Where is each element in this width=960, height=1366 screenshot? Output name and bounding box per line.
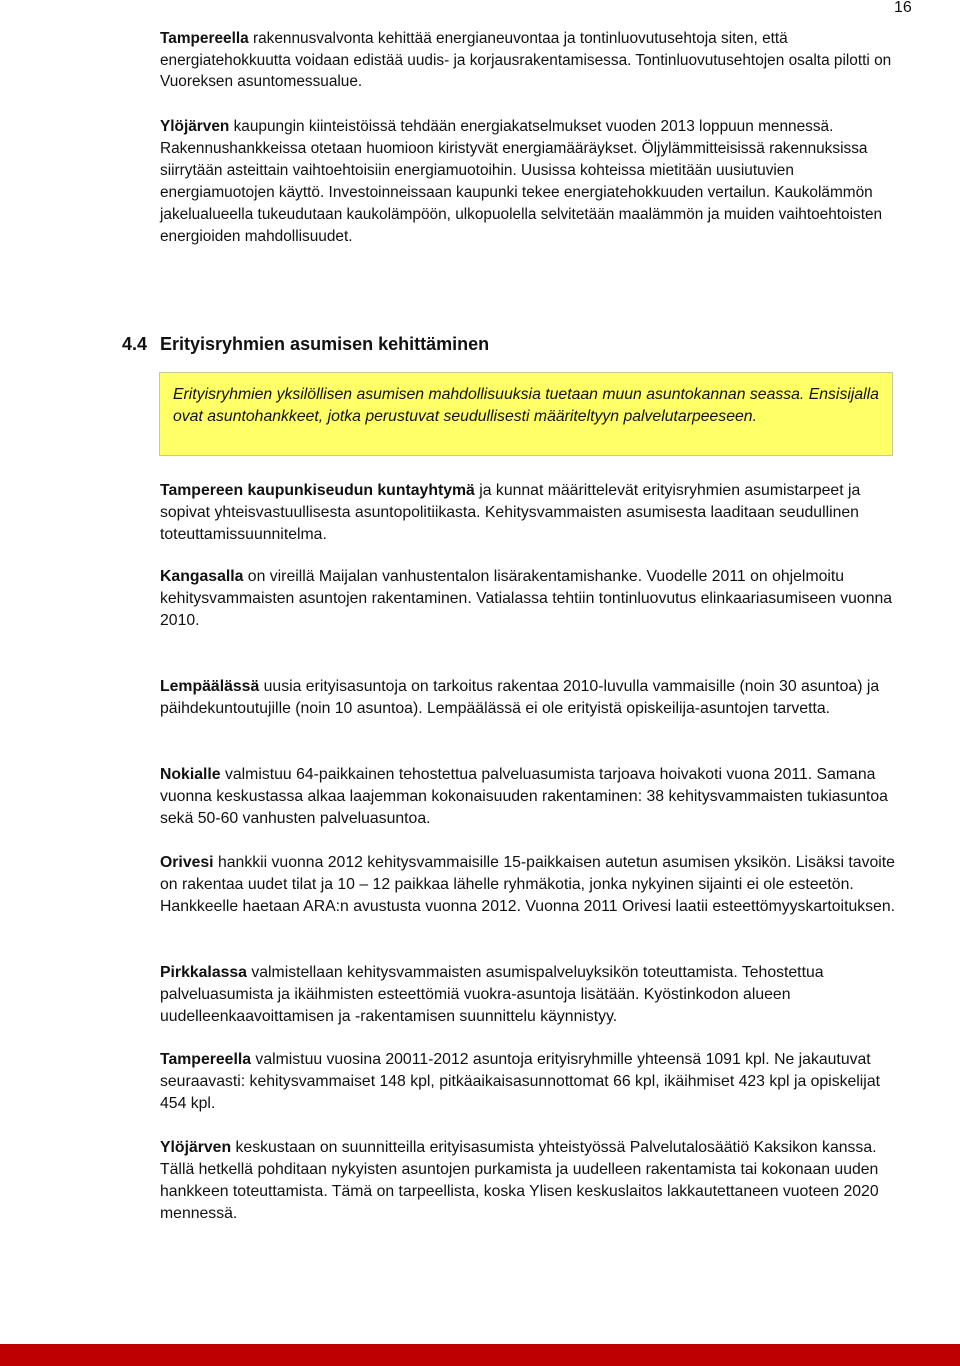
paragraph-ylojarvi-housing (160, 1137, 900, 1225)
paragraph-lead: Kangasalla (160, 568, 244, 585)
paragraph-text: rakennusvalvonta kehittää energianeuvontaa ja tontinluovutusehtoja siten, että energiatehokkuutta voidaan edistää uudis- ja korjausrakentamisessa. Tontinluovutusehtojen osalta pilotti on Vuoreksen asuntomessualue. (160, 30, 892, 90)
section-title: Erityisryhmien asumisen kehittäminen (160, 334, 490, 354)
paragraph-lead: Pirkkalassa (160, 964, 247, 981)
section-number: 4.4 (122, 334, 148, 354)
paragraph-lead: Tampereella (160, 30, 249, 47)
paragraph-kuntayhtyma (160, 480, 900, 546)
page-number: 16 (894, 0, 912, 16)
paragraph-orivesi (160, 852, 900, 918)
paragraph-lempaala (160, 676, 900, 720)
paragraph-lead: Lempäälässä (160, 678, 260, 695)
paragraph-ylojarvi-energy (160, 116, 900, 248)
paragraph-text: on vireillä Maijalan vanhustentalon lisärakentamishanke. Vuodelle 2011 on ohjelmoitu kehitysvammaisten asuntojen rakentaminen. Vatialassa tehtiin tontinluovutus elinkaariasumiseen vuonna 2010. (160, 568, 893, 629)
paragraph-text: valmistuu vuosina 20011-2012 asuntoja erityisryhmille yhteensä 1091 kpl. Ne jakautuvat seuraavasti: kehitysvammaiset 148 kpl, pitkäaikaisasunnottomat 66 kpl, ikäihmiset 423 kpl ja opiskelijat 454 kpl. (160, 1051, 880, 1112)
paragraph-text: uusia erityisasuntoja on tarkoitus rakentaa 2010-luvulla vammaisille (noin 30 asuntoa) ja päihdekuntoutujille (noin 10 asuntoa). Lempäälässä ei ole erityistä opiskeilija-asuntojen tarvetta. (160, 678, 880, 717)
paragraph-kangasala (160, 566, 900, 632)
footer-bar (0, 1344, 960, 1366)
paragraph-text: keskustaan on suunnitteilla erityisasumista yhteistyössä Palvelutalosäätiö Kaksikon kanssa. Tällä hetkellä pohditaan nykyisten asuntojen purkamista ja uudelleen rakentamista tai kokonaan uuden hankkeen toteuttamista. Tämä on tarpeellista, koska Ylisen keskuslaitos lakkautettaneen vuoteen 2020 mennessä. (160, 1139, 879, 1222)
paragraph-text: hankkii vuonna 2012 kehitysvammaisille 15-paikkaisen autetun asumisen yksikön. Lisäksi tavoite on rakentaa uudet tilat ja 10 – 12 paikkaa lähelle ryhmäkotia, jonka nykyinen sijainti ei ole esteetön. Hankkeelle haetaan ARA:n avustusta vuonna 2012. Vuonna 2011 Orivesi laatii esteettömyyskartoituksen. (160, 854, 896, 915)
paragraph-nokia (160, 764, 900, 830)
paragraph-text: valmistellaan kehitysvammaisten asumispalveluyksikön toteuttamista. Tehostettua palveluasumista ja ikäihmisten esteettömiä vuokra-asuntoja lisätään. Kyöstinkodon alueen uudelleenkaavoittamisen ja -rakentamisen suunnittelu käynnistyy. (160, 964, 824, 1025)
paragraph-text: kaupungin kiinteistöissä tehdään energiakatselmukset vuoden 2013 loppuun mennessä. Rakennushankkeissa otetaan huomioon kiristyvät energiamääräykset. Öljylämmitteisissä rakennuksissa siirrytään asteittain vaihtoehtoisiin energiamuotoihin. Uusissa kohteissa mietitään uusiutuvien energiamuotojen käyttö. Investoinneissaan kaupunki tekee energiatehokkuuden vertailun. Kaukolämmön jakelualueella tukeudutaan kaukolämpöön, ulkopuolella selvitetään maalämmön ja muiden vaihtoehtoisten energioiden mahdollisuudet. (160, 118, 883, 245)
paragraph-lead: Tampereen kaupunkiseudun kuntayhtymä (160, 482, 475, 499)
paragraph-tampere-energy (160, 28, 900, 93)
paragraph-lead: Nokialle (160, 766, 221, 783)
paragraph-tampere-housing (160, 1049, 900, 1115)
section-heading (122, 333, 489, 355)
paragraph-text: valmistuu 64-paikkainen tehostettua palveluasumista tarjoava hoivakoti vuona 2011. Samana vuonna keskustassa alkaa laajemman kokonaisuuden rakentaminen: 38 kehitysvammaisten tukiasuntoa sekä 50-60 vanhusten palveluasuntoa. (160, 766, 888, 827)
paragraph-lead: Tampereella (160, 1051, 252, 1068)
paragraph-pirkkala (160, 962, 900, 1028)
highlight-box: Erityisryhmien yksilöllisen asumisen mahdollisuuksia tuetaan muun asuntokannan seassa. Ensisijalla ovat asuntohankkeet, jotka perustuvat seudullisesti määriteltyyn palvelutarpeeseen. (159, 372, 893, 456)
paragraph-text: ja kunnat määrittelevät erityisryhmien asumistarpeet ja sopivat yhteisvastuullisesta asuntopolitiikasta. Kehitysvammaisten asumisesta laaditaan seudullinen toteuttamissuunnitelma. (160, 482, 861, 543)
paragraph-lead: Orivesi (160, 854, 214, 871)
paragraph-lead: Ylöjärven (160, 1139, 232, 1156)
paragraph-lead: Ylöjärven (160, 118, 230, 135)
